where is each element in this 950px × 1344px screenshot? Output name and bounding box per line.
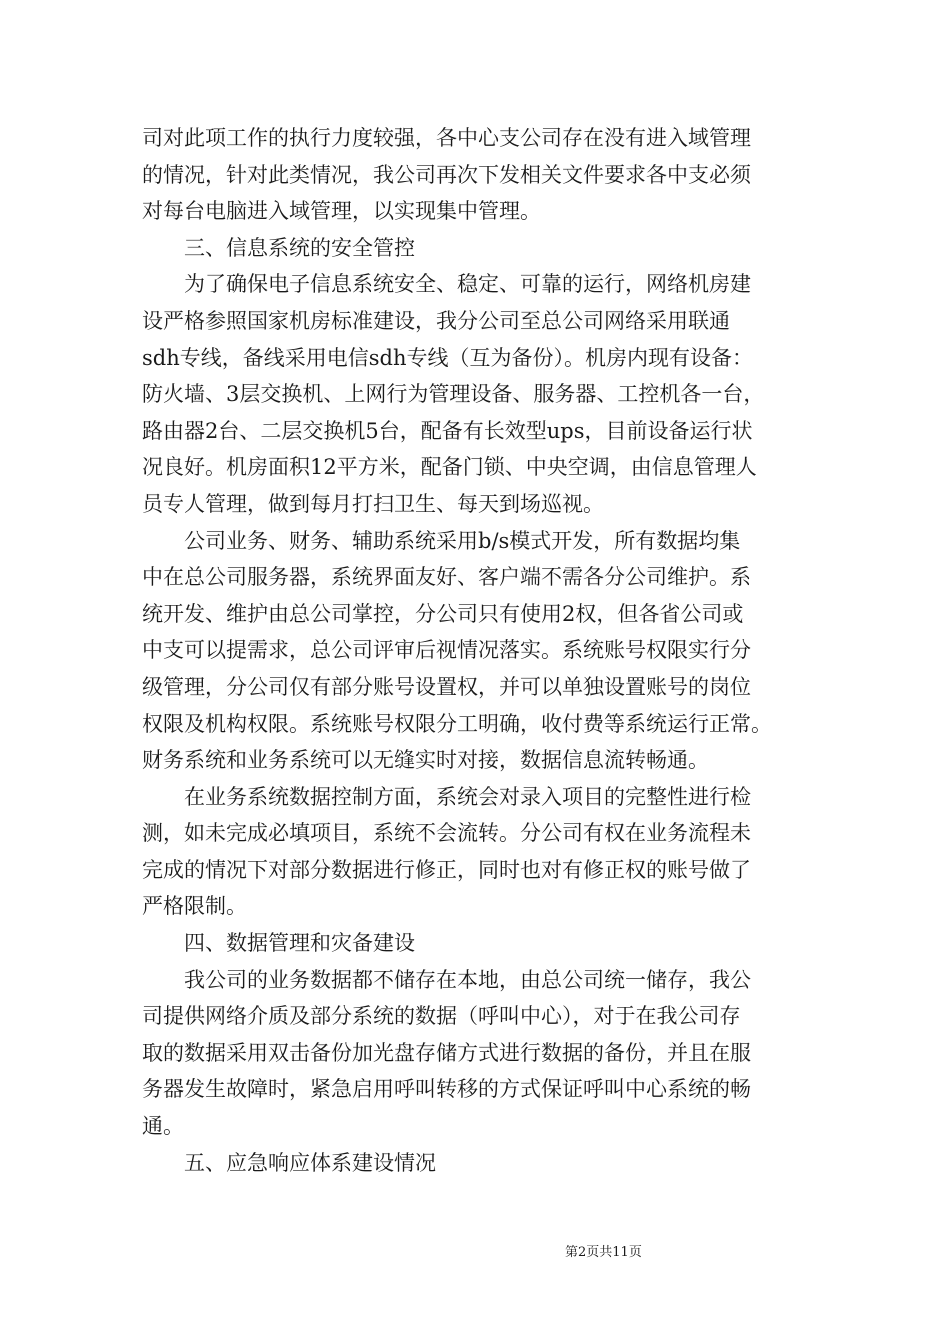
- text-line: 三、信息系统的安全管控: [184, 235, 415, 260]
- text-line: 取的数据采用双击备份加光盘存储方式进行数据的备份，并且在服: [142, 1040, 751, 1065]
- text-line: 员专人管理，做到每月打扫卫生、每天到场巡视。: [142, 491, 604, 516]
- text-line: 对每台电脑进入域管理，以实现集中管理。: [142, 199, 541, 224]
- text-line: 的情况，针对此类情况，我公司再次下发相关文件要求各中支必须: [142, 162, 751, 187]
- page-number: 第2页共11页: [565, 1245, 642, 1260]
- text-line: 防火墙、3层交换机、上网行为管理设备、服务器、工控机各一台，: [142, 382, 765, 407]
- text-line: sdh专线，备线采用电信sdh专线（互为备份）。机房内现有设备：: [142, 345, 753, 370]
- text-line: 公司业务、财务、辅助系统采用b/s模式开发，所有数据均集: [184, 528, 741, 553]
- text-line: 为了确保电子信息系统安全、稳定、可靠的运行，网络机房建: [184, 272, 751, 297]
- text-line: 完成的情况下对部分数据进行修正，同时也对有修正权的账号做了: [142, 857, 751, 882]
- text-line: 财务系统和业务系统可以无缝实时对接，数据信息流转畅通。: [142, 748, 709, 773]
- text-line: 司提供网络介质及部分系统的数据（呼叫中心），对于在我公司存: [142, 1004, 741, 1029]
- text-line: 五、应急响应体系建设情况: [184, 1150, 436, 1175]
- text-line: 中在总公司服务器，系统界面友好、客户端不需各分公司维护。系: [142, 565, 751, 590]
- text-line: 统开发、维护由总公司掌控，分公司只有使用2权，但各省公司或: [142, 601, 744, 626]
- text-line: 设严格参照国家机房标准建设，我分公司至总公司网络采用联通: [142, 308, 730, 333]
- text-line: 权限及机构权限。系统账号权限分工明确，收付费等系统运行正常。: [142, 711, 772, 736]
- document-body: [142, 120, 822, 1181]
- text-line: 测，如未完成必填项目，系统不会流转。分公司有权在业务流程未: [142, 821, 751, 846]
- text-line: 通。: [142, 1114, 184, 1139]
- text-line: 务器发生故障时，紧急启用呼叫转移的方式保证呼叫中心系统的畅: [142, 1077, 751, 1102]
- text-line: 中支可以提需求，总公司评审后视情况落实。系统账号权限实行分: [142, 638, 751, 663]
- text-line: 级管理，分公司仅有部分账号设置权，并可以单独设置账号的岗位: [142, 674, 751, 699]
- text-line: 我公司的业务数据都不储存在本地，由总公司统一储存，我公: [184, 967, 751, 992]
- text-line: 路由器2台、二层交换机5台，配备有长效型ups，目前设备运行状: [142, 418, 753, 443]
- text-line: 司对此项工作的执行力度较强，各中心支公司存在没有进入域管理: [142, 126, 751, 150]
- text-line: 在业务系统数据控制方面，系统会对录入项目的完整性进行检: [184, 784, 751, 809]
- text-line: 况良好。机房面积12平方米，配备门锁、中央空调，由信息管理人: [142, 455, 757, 480]
- text-line: 严格限制。: [142, 894, 247, 919]
- text-line: 四、数据管理和灾备建设: [184, 931, 415, 956]
